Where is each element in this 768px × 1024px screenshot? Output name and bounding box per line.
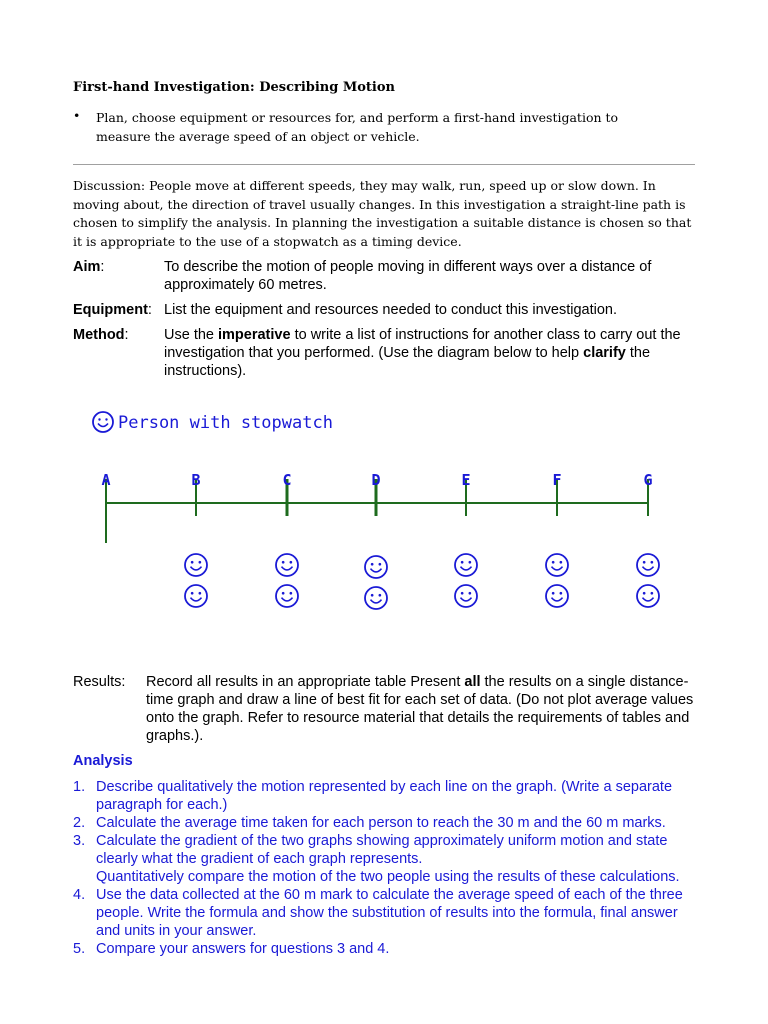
marker-e: E xyxy=(461,471,471,489)
smiley-icon xyxy=(276,554,298,576)
smiley-icon xyxy=(455,554,477,576)
smiley-icon xyxy=(93,412,113,432)
track-markers xyxy=(101,471,652,489)
analysis-item-number: 2. xyxy=(73,815,86,831)
smiley-icon xyxy=(365,556,387,578)
method-label: Method: xyxy=(73,327,129,343)
smiley-icon xyxy=(637,554,659,576)
marker-d: D xyxy=(371,471,381,489)
smiley-icon xyxy=(546,585,568,607)
smiley-icon xyxy=(185,585,207,607)
results-text: Record all results in an appropriate table Present all the results on a single distance-time graph and draw a line of best fit for each set of data. (Do not plot average values onto the graph. Refer to resource material that details the requirements of tables and graphs.). xyxy=(146,674,694,744)
smiley-icon xyxy=(546,554,568,576)
results-label: Results: xyxy=(73,674,126,690)
track-people xyxy=(185,554,659,609)
marker-f: F xyxy=(552,471,562,489)
analysis-heading: Analysis xyxy=(73,753,133,769)
smiley-icon xyxy=(185,554,207,576)
analysis-item-extra: Quantitatively compare the motion of the two people using the results of these calculations. xyxy=(96,869,680,885)
smiley-icon xyxy=(637,585,659,607)
discussion-paragraph: Discussion: People move at different speeds, they may walk, run, speed up or slow down. In moving about, the direction of travel usually changes. In this investigation a straight-line path is chosen to simplify the analysis. In planning the investigation a suitable distance is chosen so that it is appropriate to the use of a stopwatch as a timing device. xyxy=(73,178,692,250)
results-bold-all: all xyxy=(464,674,481,690)
analysis-item-text: Use the data collected at the 60 m mark to calculate the average speed of each of the three people. Write the formula and show the substitution of results into the formula, final answer and units in your answer. xyxy=(96,887,683,939)
analysis-item-text: Calculate the gradient of the two graphs showing approximately uniform motion and state clearly what the gradient of each graph represents. xyxy=(96,833,668,867)
analysis-item xyxy=(73,814,693,832)
smiley-icon xyxy=(455,585,477,607)
diagram-legend xyxy=(93,412,333,433)
analysis-item-number: 3. xyxy=(73,833,86,849)
method-bold-clarify: clarify xyxy=(583,345,626,361)
analysis-item-number: 5. xyxy=(73,941,86,957)
equipment-label: Equipment: xyxy=(73,302,152,318)
analysis-item-number: 1. xyxy=(73,779,86,795)
marker-b: B xyxy=(191,471,201,489)
objective-text: Plan, choose equipment or resources for, and perform a first-hand investigation to measure the average speed of an object or vehicle. xyxy=(96,110,619,144)
stopwatch-person-icon xyxy=(93,412,113,432)
analysis-item-number: 4. xyxy=(73,887,86,903)
smiley-icon xyxy=(365,587,387,609)
method-text: Use the imperative to write a list of instructions for another class to carry out the investigation that you performed. (Use the diagram below to help clarify the instructions). xyxy=(164,327,681,379)
smiley-icon xyxy=(276,585,298,607)
marker-c: C xyxy=(282,471,292,489)
analysis-item xyxy=(73,886,693,940)
bullet-symbol: • xyxy=(73,108,81,123)
divider xyxy=(73,164,695,165)
analysis-item xyxy=(73,940,693,958)
marker-a: A xyxy=(101,471,111,489)
aim-label: Aim: xyxy=(73,259,105,275)
analysis-item-text: Describe qualitatively the motion represented by each line on the graph. (Write a separate paragraph for each.) xyxy=(96,779,673,813)
legend-text: Person with stopwatch xyxy=(118,413,333,433)
analysis-item-text: Calculate the average time taken for each person to reach the 30 m and the 60 m marks. xyxy=(96,815,666,831)
method-bold-imperative: imperative xyxy=(218,327,291,343)
analysis-item-text: Compare your answers for questions 3 and 4. xyxy=(96,941,390,957)
page-title: First-hand Investigation: Describing Motion xyxy=(73,80,395,95)
analysis-item xyxy=(73,778,693,814)
aim-text: To describe the motion of people moving in different ways over a distance of approximately 60 metres. xyxy=(164,259,652,293)
analysis-item xyxy=(73,832,693,886)
analysis-list xyxy=(73,778,693,958)
equipment-text: List the equipment and resources needed to conduct this investigation. xyxy=(164,302,618,318)
track-diagram xyxy=(0,395,768,625)
marker-g: G xyxy=(643,471,653,489)
